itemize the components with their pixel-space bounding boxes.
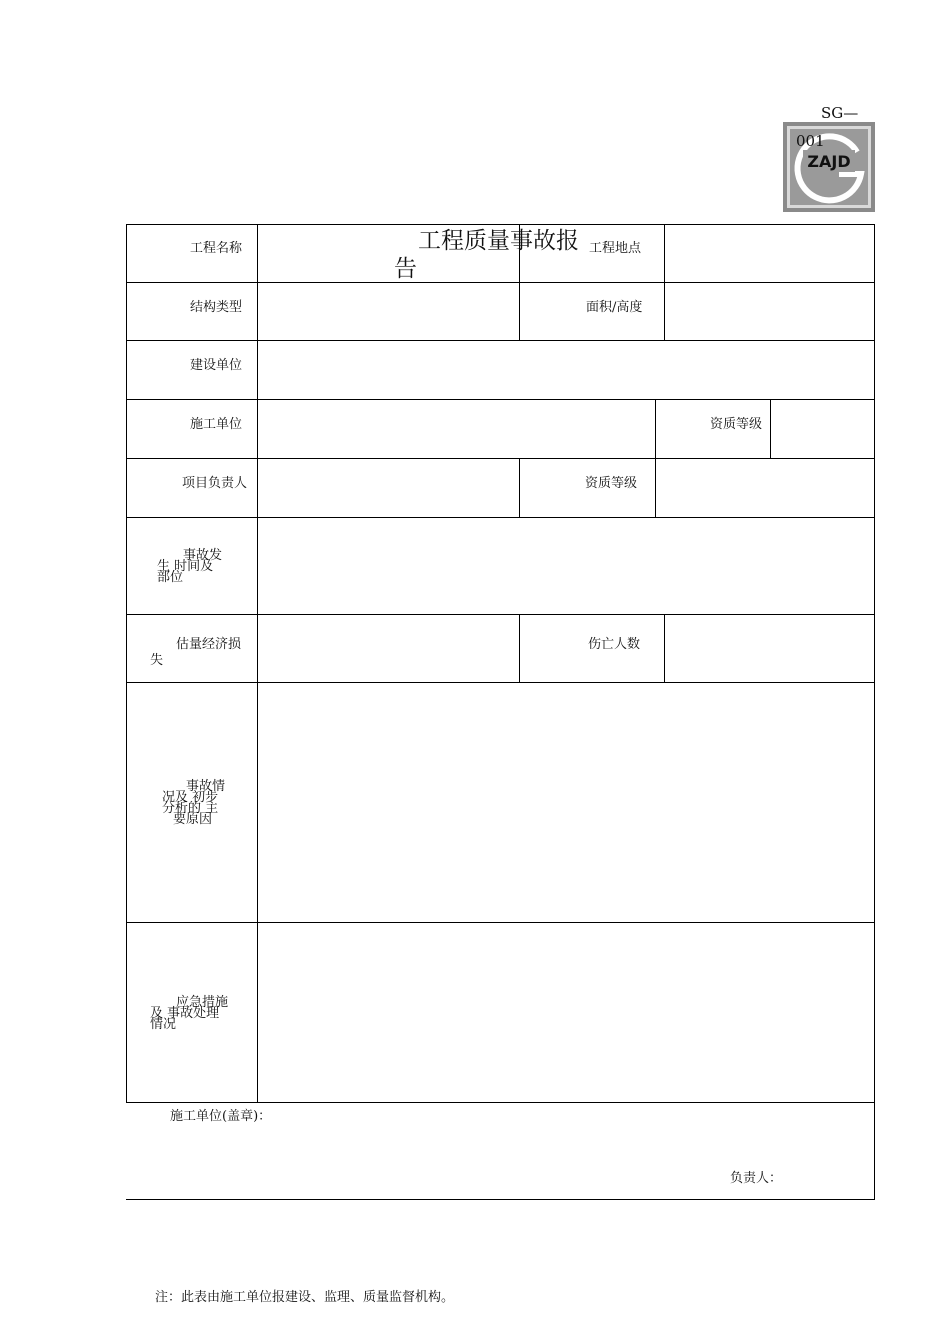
area-height-label: 面积/高度 bbox=[586, 300, 643, 315]
manager-qualification-label: 资质等级 bbox=[585, 476, 638, 491]
row-divider bbox=[126, 458, 875, 459]
form-title-continued: 告 bbox=[394, 256, 417, 282]
accident-time-label-line2: 生 时间及 bbox=[157, 559, 214, 574]
economic-loss-label-line2: 失 bbox=[150, 653, 164, 668]
contractor-seal-label: 施工单位(盖章)： bbox=[170, 1109, 272, 1124]
row-divider bbox=[126, 1102, 875, 1103]
border-bottom bbox=[126, 1199, 875, 1200]
emergency-measures-label-line3: 情况 bbox=[150, 1017, 177, 1032]
accident-analysis-label-line4: 要原因 bbox=[173, 812, 213, 827]
border-top bbox=[126, 224, 875, 225]
accident-analysis-label-line1: 事故情 bbox=[186, 779, 226, 794]
row-divider bbox=[126, 922, 875, 923]
accident-report-form bbox=[126, 224, 875, 1200]
row-divider bbox=[126, 614, 875, 615]
form-title: 工程质量事故报 bbox=[418, 228, 579, 254]
owner-unit-label: 建设单位 bbox=[190, 358, 243, 373]
col-divider bbox=[519, 614, 520, 682]
accident-analysis-label-line3: 分析的 主 bbox=[162, 801, 219, 816]
col-divider bbox=[664, 614, 665, 682]
emergency-measures-label-line2: 及 事故处理 bbox=[150, 1006, 220, 1021]
structure-type-label: 结构类型 bbox=[190, 300, 243, 315]
accident-time-label-line1: 事故发 bbox=[183, 548, 223, 563]
col-divider bbox=[655, 399, 656, 458]
accident-analysis-label-line2: 况及 初步 bbox=[162, 790, 219, 805]
contractor-qualification-label: 资质等级 bbox=[710, 417, 763, 432]
emergency-measures-label-line1: 应急措施 bbox=[176, 995, 229, 1010]
border-left bbox=[126, 224, 127, 1102]
project-location-label: 工程地点 bbox=[589, 241, 642, 256]
border-right bbox=[874, 224, 875, 1200]
footer-note: 注：此表由施工单位报建设、监理、质量监督机构。 bbox=[155, 1290, 455, 1305]
row-divider bbox=[126, 517, 875, 518]
form-code: SG— bbox=[821, 104, 859, 122]
casualties-label: 伤亡人数 bbox=[588, 637, 641, 652]
economic-loss-label-line1: 估量经济损 bbox=[176, 637, 242, 652]
project-manager-label: 项目负责人 bbox=[182, 476, 248, 491]
col-divider bbox=[770, 399, 771, 458]
col-divider bbox=[664, 224, 665, 340]
row-divider bbox=[126, 282, 875, 283]
col-divider bbox=[519, 458, 520, 517]
responsible-person-label: 负责人： bbox=[730, 1171, 783, 1186]
accident-time-label-line3: 部位 bbox=[157, 570, 184, 585]
row-divider bbox=[126, 340, 875, 341]
form-code-number: 001 bbox=[796, 132, 825, 150]
col-divider bbox=[655, 458, 656, 517]
row-divider bbox=[126, 682, 875, 683]
label-column-divider bbox=[257, 224, 258, 1102]
logo-text: ZAJD bbox=[807, 152, 851, 171]
project-name-label: 工程名称 bbox=[190, 241, 243, 256]
contractor-label: 施工单位 bbox=[190, 417, 243, 432]
row-divider bbox=[126, 399, 875, 400]
